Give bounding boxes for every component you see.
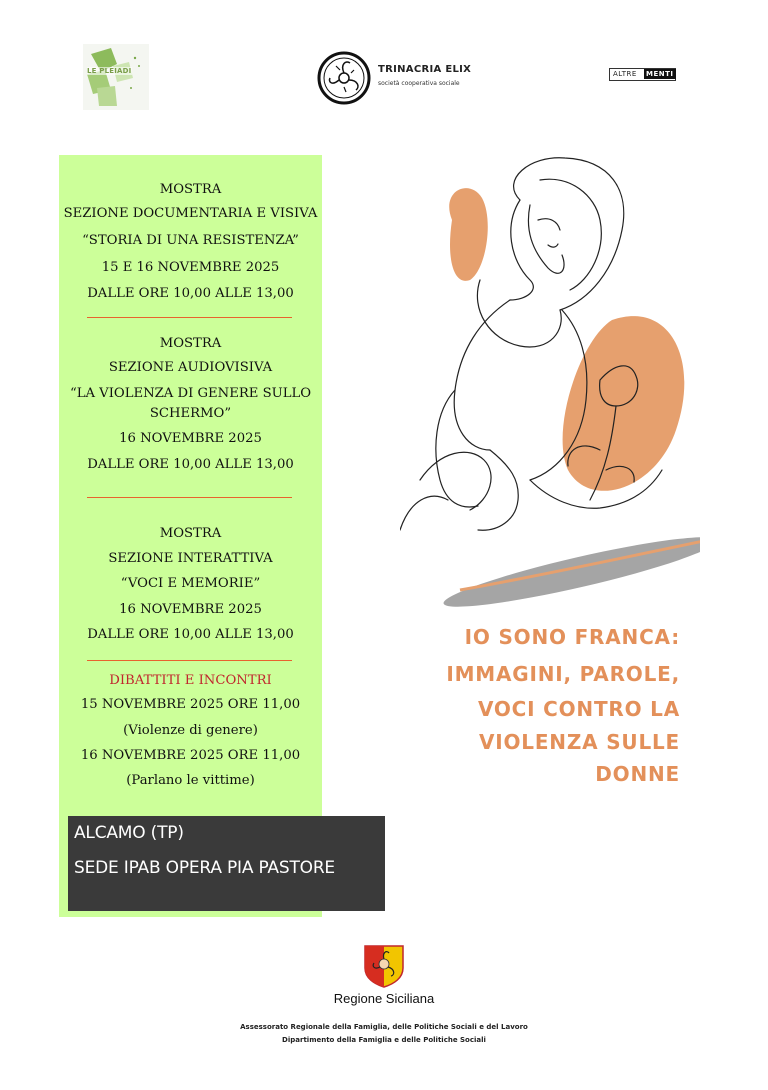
altrementi-logo — [609, 66, 676, 82]
program-line: SEZIONE AUDIOVISIVA — [108, 360, 273, 375]
program-line: “LA VIOLENZA DI GENERE SULLO — [69, 386, 312, 401]
altrementi-text-b: MENTI — [646, 70, 674, 78]
le-pleiadi-text: LE PLEIADI — [87, 67, 132, 75]
program-line: 16 NOVEMBRE 2025 — [119, 602, 262, 617]
trinacria-elix-logo — [316, 50, 486, 112]
program-line: 16 NOVEMBRE 2025 — [119, 431, 262, 446]
debates-heading: DIBATTITI E INCONTRI — [109, 673, 272, 688]
region-name: Regione Siciliana — [333, 991, 435, 1006]
program-line: “STORIA DI UNA RESISTENZA” — [82, 233, 299, 248]
title-line: IMMAGINI, PAROLE, — [446, 662, 680, 686]
title-line: DONNE — [595, 762, 680, 786]
le-pleiadi-mark — [83, 44, 149, 110]
title-line: IO SONO FRANCA: — [464, 625, 680, 649]
location-city: ALCAMO (TP) — [74, 823, 184, 843]
woman-line-art-illustration — [400, 150, 700, 620]
program-line: 15 E 16 NOVEMBRE 2025 — [101, 260, 280, 275]
le-pleiadi-logo — [83, 44, 149, 110]
altrementi-text-a: ALTRE — [613, 70, 637, 78]
program-line: SEZIONE DOCUMENTARIA E VISIVA — [63, 206, 318, 221]
location-venue: SEDE IPAB OPERA PIA PASTORE — [74, 858, 335, 878]
program-line: MOSTRA — [159, 336, 222, 351]
program-line: DALLE ORE 10,00 ALLE 13,00 — [87, 627, 294, 642]
program-line: DALLE ORE 10,00 ALLE 13,00 — [87, 286, 294, 301]
program-line: (Violenze di genere) — [123, 723, 258, 738]
program-line: DALLE ORE 10,00 ALLE 13,00 — [87, 457, 294, 472]
separator-line — [87, 317, 292, 318]
title-line: VOCI CONTRO LA — [477, 697, 680, 721]
regione-siciliana-emblem-icon — [361, 944, 407, 988]
program-line: MOSTRA — [159, 182, 222, 197]
separator-line — [87, 660, 292, 661]
title-line: VIOLENZA SULLE — [478, 730, 680, 754]
assessorato-text: Assessorato Regionale della Famiglia, delle Politiche Sociali e del Lavoro — [240, 1023, 528, 1031]
dipartimento-text: Dipartimento della Famiglia e delle Politiche Sociali — [282, 1036, 486, 1044]
program-line: SCHERMO” — [149, 406, 232, 421]
trinacria-emblem-icon — [316, 50, 372, 106]
program-line: “VOCI E MEMORIE” — [120, 576, 261, 591]
trinacria-subtitle: società cooperativa sociale — [378, 80, 460, 87]
trinacria-name: TRINACRIA ELIX — [378, 64, 472, 75]
program-line: SEZIONE INTERATTIVA — [108, 551, 273, 566]
location-box — [68, 816, 385, 911]
program-line: MOSTRA — [159, 526, 222, 541]
program-line: 15 NOVEMBRE 2025 ORE 11,00 — [80, 697, 301, 712]
separator-line — [87, 497, 292, 498]
program-line: 16 NOVEMBRE 2025 ORE 11,00 — [80, 748, 301, 763]
program-panel — [59, 155, 322, 917]
program-line: (Parlano le vittime) — [126, 773, 255, 788]
